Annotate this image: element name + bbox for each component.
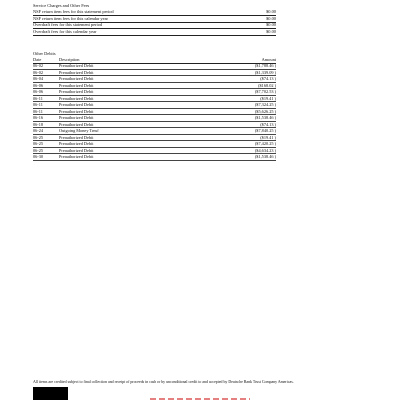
fee-amount: $0.00 <box>266 22 276 27</box>
row-date: 06-11 <box>33 95 43 101</box>
row-date: 06-02 <box>33 69 44 75</box>
row-description: Preauthorized Debit <box>59 141 94 146</box>
header-amount: Amount <box>261 57 276 62</box>
row-description: Preauthorized Debit <box>59 115 94 120</box>
row-amount: ($5,626.25 ) <box>254 108 276 114</box>
row-date: 06-04 <box>33 76 44 81</box>
row-date: 06-25 <box>33 134 44 140</box>
row-amount: ($7,420.25 ) <box>254 141 276 146</box>
row-description: Preauthorized Debit <box>59 89 94 94</box>
row-description: Preauthorized Debit <box>59 95 94 101</box>
row-amount: ($168.02 ) <box>258 82 276 88</box>
row-amount: ($7,840.25 ) <box>254 128 276 133</box>
row-amount: ($19.41 ) <box>260 134 276 140</box>
row-amount: ($19.41 ) <box>260 95 276 101</box>
row-description: Preauthorized Debit <box>59 154 94 159</box>
row-description: Preauthorized Debit <box>59 82 94 88</box>
other-debits-table <box>33 63 276 161</box>
header-description: Description <box>59 57 80 62</box>
row-date: 06-11 <box>33 108 43 114</box>
row-date: 06-30 <box>33 154 44 159</box>
row-description: Preauthorized Debit <box>59 108 94 114</box>
row-description: Outgoing Money Trnsf <box>59 128 99 133</box>
row-amount: ($7,324.25 ) <box>254 102 276 107</box>
row-date: 06-24 <box>33 128 44 133</box>
row-description: Preauthorized Debit <box>59 76 94 81</box>
fee-amount: $0.00 <box>266 15 276 21</box>
fee-label: Overdraft fees for this calendar year <box>33 28 97 34</box>
fee-row <box>33 29 276 36</box>
row-amount: ($1,339.09 ) <box>254 69 276 75</box>
row-description: Preauthorized Debit <box>59 102 94 107</box>
row-amount: ($1,788.46 ) <box>254 63 276 68</box>
header-date: Date <box>33 57 42 62</box>
row-description: Preauthorized Debit <box>59 147 94 153</box>
row-amount: ($74.13 ) <box>260 76 276 81</box>
row-date: 06-25 <box>33 141 44 146</box>
fee-label: NSF return item fees for this calendar year <box>33 15 108 21</box>
row-amount: ($4,634.23 ) <box>254 147 276 153</box>
row-date: 06-06 <box>33 82 44 88</box>
row-date: 06-11 <box>33 102 43 107</box>
row-amount: ($74.13 ) <box>260 121 276 127</box>
redaction-block <box>33 387 68 400</box>
row-description: Preauthorized Debit <box>59 121 94 127</box>
row-date: 06-16 <box>33 115 44 120</box>
row-amount: ($1,538.46 ) <box>254 154 276 159</box>
fee-label: Overdraft fees for this statement period <box>33 22 103 27</box>
footnote: All items are credited subject to final collection and receipt of proceeds in cash or by unconditional credit to and accepted by Deutsche Bank Trust Company Americas. <box>33 380 294 384</box>
row-amount: ($7,702.53 ) <box>254 89 276 94</box>
row-description: Preauthorized Debit <box>59 63 94 68</box>
row-date: 06-18 <box>33 121 44 127</box>
row-description: Preauthorized Debit <box>59 134 94 140</box>
row-amount: ($1,538.46 ) <box>254 115 276 120</box>
table-row <box>33 154 276 161</box>
service-charges-title: Service Charges and Other Fees <box>33 3 90 8</box>
other-debits-title: Other Debits <box>33 51 56 56</box>
fee-label: NSF return item fees for this statement period <box>33 9 114 14</box>
row-date: 06-02 <box>33 63 44 68</box>
fee-amount: $0.00 <box>266 28 276 34</box>
row-description: Preauthorized Debit <box>59 69 94 75</box>
row-date: 06-25 <box>33 147 44 153</box>
fee-amount: $0.00 <box>266 9 276 14</box>
row-date: 06-06 <box>33 89 44 94</box>
